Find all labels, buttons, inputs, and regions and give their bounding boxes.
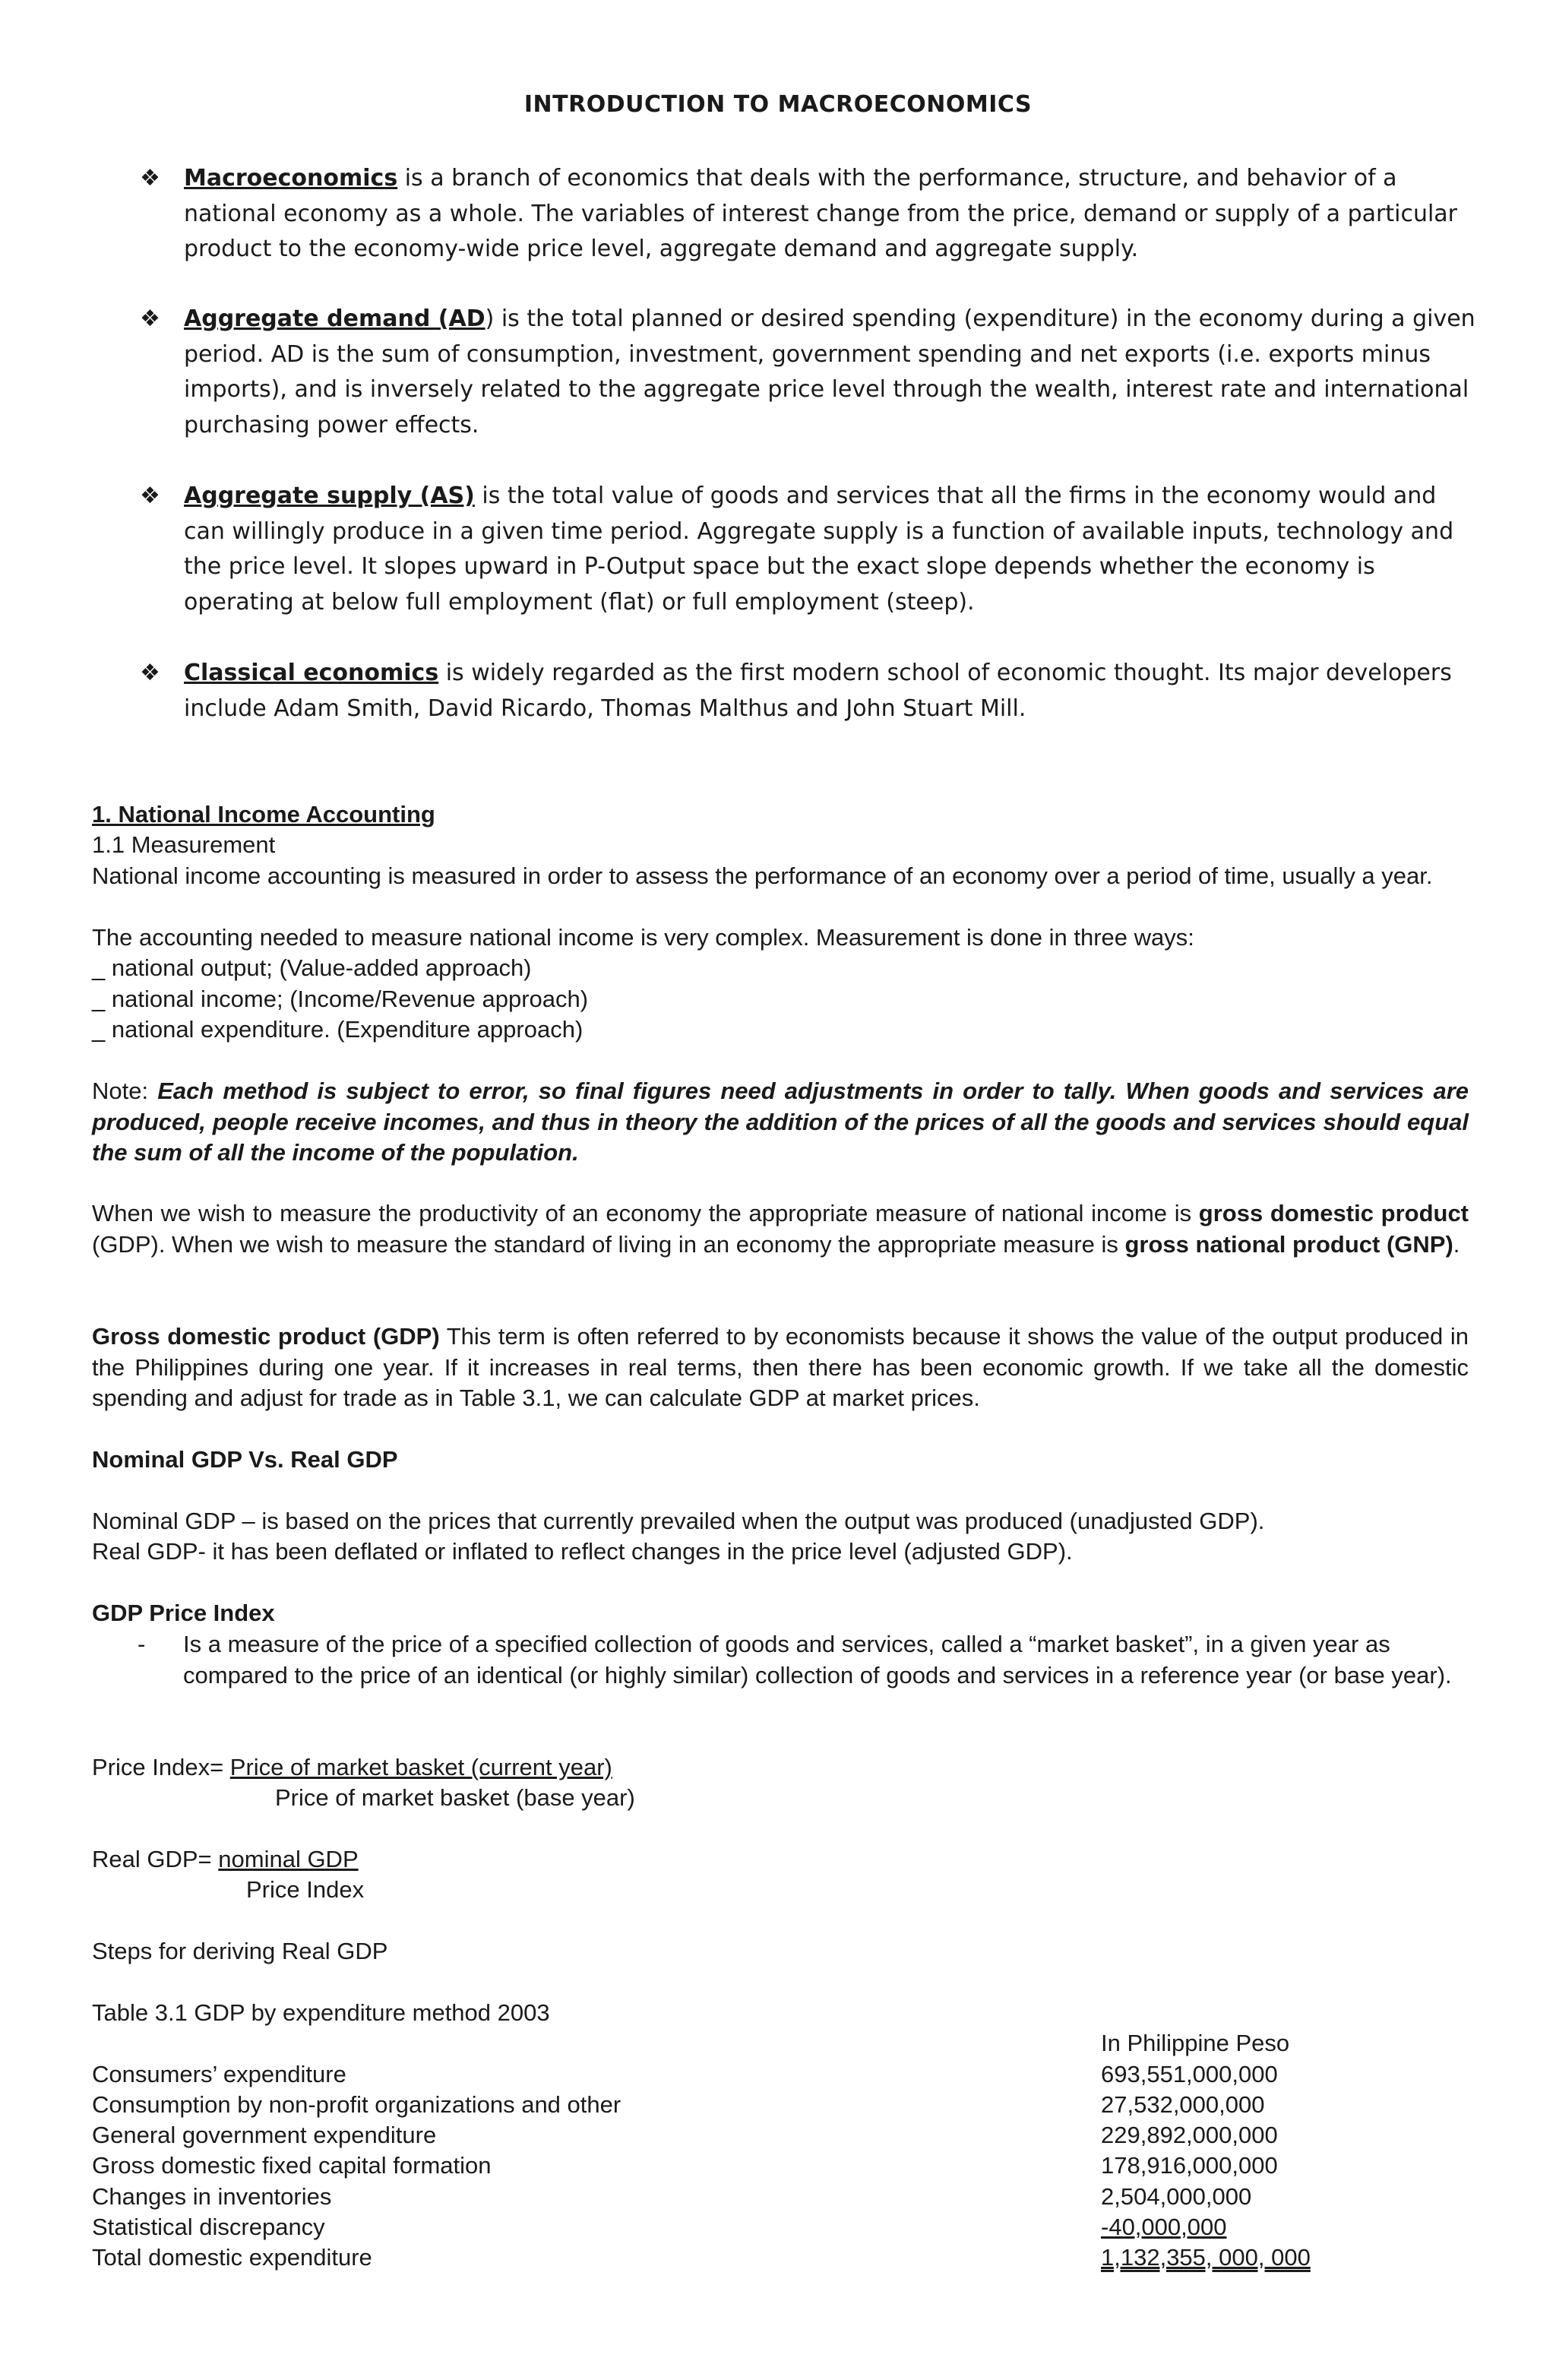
- subsection-heading: 1.1 Measurement: [92, 831, 276, 858]
- real-gdp-formula: [92, 1844, 1469, 1875]
- page-title: INTRODUCTION TO MACROECONOMICS: [523, 91, 1033, 118]
- text: When we wish to measure the productivity of an economy the appropriate measure of national income is: [92, 1200, 1199, 1226]
- list-item: _ national output; (Value-added approach): [92, 954, 532, 981]
- row-value: 2,504,000,000: [1101, 2183, 1252, 2210]
- paragraph-gdp: [92, 1321, 1469, 1414]
- definition: ) is the total planned or desired spending (expenditure) in the economy during a given period. AD is the sum of consumption, investment, government spending and net exports (i.e. exports minus imports), and is inversely related to the aggregate price level through the wealth, interest rate and international purchasing power effects.: [184, 305, 1475, 438]
- diamond-bullet-icon: ❖: [140, 483, 160, 509]
- bullet-macroeconomics: [140, 161, 1477, 267]
- row-label: Consumers’ expenditure: [92, 2061, 346, 2087]
- text: (GDP). When we wish to measure the standard of living in an economy the appropriate measure is: [92, 1230, 1125, 1258]
- bullet-aggregate-supply: [140, 479, 1477, 620]
- dash-bullet: -: [138, 1631, 146, 1657]
- term-gdp: gross domestic product: [1198, 1200, 1469, 1226]
- price-index-formula: [92, 1752, 1469, 1783]
- row-value: 1,132,355, 000, 000: [1101, 2244, 1311, 2271]
- bullet-aggregate-demand: [140, 302, 1477, 443]
- row-value: 229,892,000,000: [1101, 2122, 1278, 2148]
- table-title: Table 3.1 GDP by expenditure method 2003: [92, 1999, 550, 2026]
- table-row: [92, 2182, 1469, 2212]
- text: This term is often referred to by economists because it shows the value of the output produced in the Philippines during one year. If it increases in real terms, then there has been economic growth. If we take all the domestic spending and adjust for trade as in Table 3.1, we can calculate GDP at market prices.: [92, 1323, 1469, 1411]
- note-paragraph: [92, 1076, 1469, 1169]
- formula-numerator: nominal GDP: [218, 1846, 359, 1872]
- table-row: [92, 2059, 1469, 2090]
- table-row: [92, 2120, 1469, 2151]
- formula-label: Real GDP=: [92, 1846, 219, 1872]
- table-row: [92, 2090, 1469, 2120]
- nominal-real-heading: Nominal GDP Vs. Real GDP: [92, 1446, 398, 1473]
- row-value: 178,916,000,000: [1101, 2152, 1278, 2179]
- row-value: 27,532,000,000: [1101, 2091, 1265, 2118]
- steps-text: Steps for deriving Real GDP: [92, 1938, 388, 1964]
- term: Classical economics: [184, 660, 439, 686]
- definition: is the total value of goods and services that all the firms in the economy would and can willingly produce in a given time period. Aggregate supply is a function of available inputs, technology and the price level. It slopes upward in P-Output space but the exact slope depends whether the economy is operating at below full employment (flat) or full employment (steep).: [184, 483, 1454, 616]
- section-heading: 1. National Income Accounting: [92, 801, 435, 828]
- diamond-bullet-icon: ❖: [140, 305, 160, 332]
- diamond-bullet-icon: ❖: [140, 660, 160, 686]
- list-item: _ national expenditure. (Expenditure approach): [92, 1016, 584, 1043]
- term: Macroeconomics: [184, 165, 398, 191]
- paragraph-productivity: [92, 1198, 1469, 1260]
- real-gdp-definition: Real GDP- it has been deflated or inflated to reflect changes in the price level (adjusted GDP).: [92, 1538, 1073, 1565]
- term-gdp-heading: Gross domestic product (GDP): [92, 1323, 440, 1350]
- term: Aggregate supply (AS): [184, 483, 475, 509]
- price-index-heading: GDP Price Index: [92, 1600, 275, 1626]
- row-value: 693,551,000,000: [1101, 2061, 1278, 2087]
- list-item: _ national income; (Income/Revenue approach): [92, 986, 589, 1012]
- definition: is widely regarded as the first modern school of economic thought. Its major developers include Adam Smith, David Ricardo, Thomas Malthus and John Stuart Mill.: [184, 660, 1452, 722]
- paragraph-accounting: The accounting needed to measure national income is very complex. Measurement is done in three ways:: [92, 924, 1194, 951]
- diamond-bullet-icon: ❖: [140, 165, 160, 191]
- row-label: Statistical discrepancy: [92, 2214, 325, 2240]
- formula-label: Price Index=: [92, 1754, 230, 1780]
- row-label: Consumption by non-profit organizations and other: [92, 2091, 621, 2118]
- row-label: Total domestic expenditure: [92, 2244, 372, 2271]
- row-label: Changes in inventories: [92, 2183, 332, 2210]
- formula-denominator: Price Index: [246, 1876, 365, 1903]
- note-label: Note:: [92, 1078, 158, 1104]
- term-gnp: gross national product (GNP): [1124, 1230, 1453, 1258]
- formula-denominator: Price of market basket (base year): [275, 1784, 635, 1811]
- nominal-gdp-definition: Nominal GDP – is based on the prices that currently prevailed when the output was produced (unadjusted GDP).: [92, 1508, 1265, 1534]
- text: .: [1453, 1230, 1460, 1258]
- bullet-classical-economics: [140, 656, 1477, 726]
- formula-numerator: Price of market basket (current year): [229, 1754, 612, 1780]
- table-row-total: [92, 2242, 1469, 2273]
- text: Is a measure of the price of a specified collection of goods and services, called a “market basket”, in a given year as compared to the price of an identical (or highly similar) collection of goods and services in a reference year (or base year).: [183, 1631, 1452, 1688]
- row-label: Gross domestic fixed capital formation: [92, 2152, 492, 2179]
- term: Aggregate demand (AD: [184, 305, 485, 332]
- row-value: -40,000,000: [1101, 2214, 1227, 2240]
- note-text: Each method is subject to error, so final figures need adjustments in order to tally. When goods and services are produced, people receive incomes, and thus in theory the addition of the prices of all the goods and services should equal the sum of all the income of the population.: [92, 1078, 1469, 1166]
- table-row: [92, 2212, 1469, 2242]
- row-label: General government expenditure: [92, 2122, 437, 2148]
- table-unit: In Philippine Peso: [1101, 2030, 1290, 2056]
- paragraph-measurement: National income accounting is measured in order to assess the performance of an economy over a period of time, usually a year.: [92, 862, 1433, 889]
- table-row: [92, 2151, 1469, 2181]
- price-index-definition: [138, 1629, 1469, 1691]
- definition: is a branch of economics that deals with the performance, structure, and behavior of a national economy as a whole. The variables of interest change from the price, demand or supply of a particular product to the economy-wide price level, aggregate demand and aggregate supply.: [184, 165, 1458, 262]
